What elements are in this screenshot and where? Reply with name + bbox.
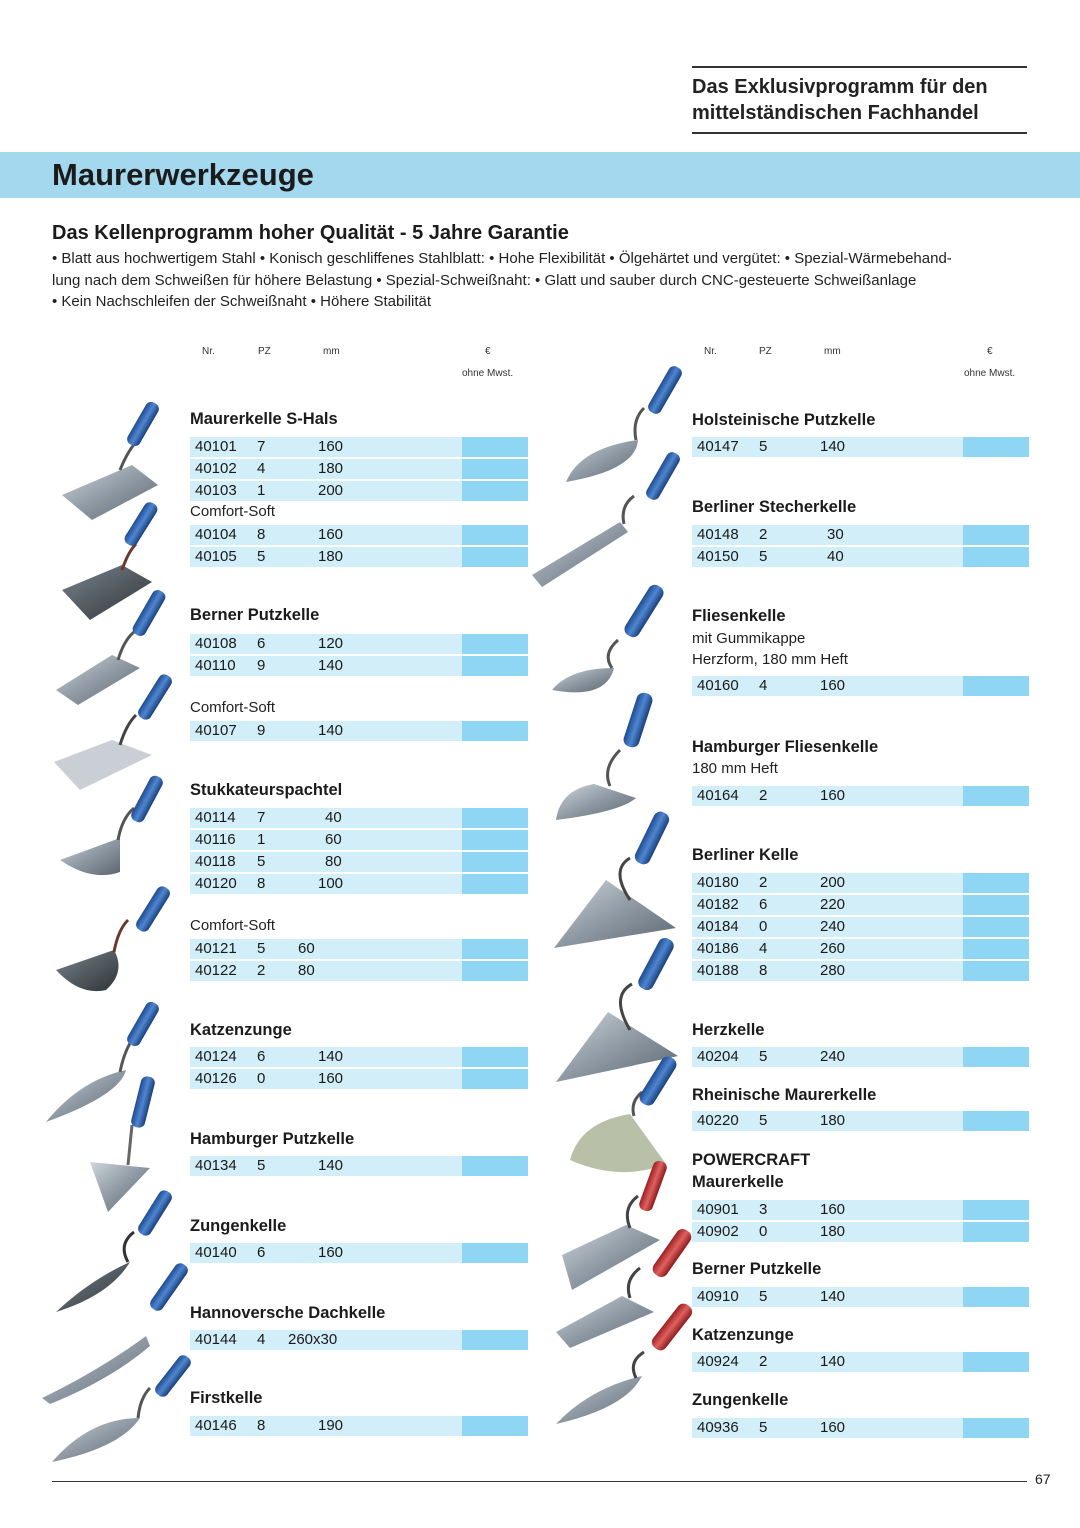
product-title: Katzenzunge bbox=[692, 1326, 794, 1344]
article-number: 40118 bbox=[195, 853, 236, 870]
packing-unit: 3 bbox=[759, 1201, 768, 1218]
size-mm: 180 bbox=[318, 460, 344, 477]
article-number: 40110 bbox=[195, 657, 236, 674]
size-mm: 80 bbox=[325, 853, 342, 870]
packing-unit: 4 bbox=[257, 1331, 266, 1348]
article-number: 40924 bbox=[697, 1353, 739, 1370]
packing-unit: 2 bbox=[759, 874, 768, 891]
size-mm: 240 bbox=[820, 1048, 846, 1065]
size-mm: 60 bbox=[325, 831, 342, 848]
size-mm: 60 bbox=[298, 940, 315, 957]
article-number: 40101 bbox=[195, 438, 237, 455]
col-net-right: ohne Mwst. bbox=[964, 368, 1016, 379]
article-number: 40936 bbox=[697, 1419, 739, 1436]
article-number: 40204 bbox=[697, 1048, 739, 1065]
article-number: 40105 bbox=[195, 548, 237, 565]
article-number: 40102 bbox=[195, 460, 237, 477]
col-pz-left: PZ bbox=[258, 346, 271, 357]
product-title: Stukkateurspachtel bbox=[190, 781, 343, 799]
page-title: Maurerwerkzeuge bbox=[52, 157, 314, 192]
packing-unit: 2 bbox=[759, 787, 768, 804]
product-title: Berner Putzkelle bbox=[692, 1260, 822, 1278]
trowel-image bbox=[554, 809, 676, 948]
product-variant: Comfort-Soft bbox=[190, 699, 276, 716]
packing-unit: 1 bbox=[257, 831, 266, 848]
trowel-image bbox=[556, 936, 678, 1082]
article-number: 40150 bbox=[697, 548, 739, 565]
packing-unit: 8 bbox=[759, 962, 768, 979]
product-title: Rheinische Maurerkelle bbox=[692, 1086, 877, 1104]
article-number: 40140 bbox=[195, 1244, 237, 1261]
packing-unit: 0 bbox=[257, 1070, 266, 1087]
footer-rule bbox=[52, 1481, 1027, 1482]
product-title: Berliner Kelle bbox=[692, 846, 799, 864]
packing-unit: 6 bbox=[257, 1048, 266, 1065]
size-mm: 180 bbox=[820, 1112, 846, 1129]
packing-unit: 8 bbox=[257, 875, 266, 892]
product-title: Katzenzunge bbox=[190, 1021, 292, 1039]
packing-unit: 5 bbox=[759, 1419, 768, 1436]
product-title: Maurerkelle bbox=[692, 1173, 784, 1191]
product-title: Hannoversche Dachkelle bbox=[190, 1304, 386, 1322]
intro-line-3: • Kein Nachschleifen der Schweißnaht • Höhere Stabilität bbox=[52, 293, 432, 310]
packing-unit: 0 bbox=[759, 1223, 768, 1240]
product-note: 180 mm Heft bbox=[692, 760, 778, 777]
col-pz-right: PZ bbox=[759, 346, 772, 357]
size-mm: 30 bbox=[827, 526, 844, 543]
product-variant: Comfort-Soft bbox=[190, 503, 276, 520]
article-number: 40902 bbox=[697, 1223, 739, 1240]
packing-unit: 5 bbox=[257, 940, 266, 957]
article-number: 40146 bbox=[195, 1417, 237, 1434]
size-mm: 160 bbox=[820, 1201, 846, 1218]
product-title: Zungenkelle bbox=[692, 1391, 789, 1409]
packing-unit: 7 bbox=[257, 809, 266, 826]
article-number: 40103 bbox=[195, 482, 237, 499]
col-nr-right: Nr. bbox=[704, 346, 717, 357]
article-number: 40116 bbox=[195, 831, 236, 848]
product-variant: Comfort-Soft bbox=[190, 917, 276, 934]
article-number: 40122 bbox=[195, 962, 237, 979]
packing-unit: 5 bbox=[759, 1288, 768, 1305]
size-mm: 40 bbox=[325, 809, 342, 826]
article-number: 40107 bbox=[195, 722, 237, 739]
packing-unit: 9 bbox=[257, 657, 266, 674]
article-number: 40144 bbox=[195, 1331, 237, 1348]
article-number: 40910 bbox=[697, 1288, 739, 1305]
brand-line-1: Das Exklusivprogramm für den bbox=[692, 76, 988, 98]
article-number: 40124 bbox=[195, 1048, 237, 1065]
col-net-left: ohne Mwst. bbox=[462, 368, 514, 379]
col-euro-right: € bbox=[987, 346, 993, 357]
size-mm: 160 bbox=[820, 677, 846, 694]
packing-unit: 0 bbox=[759, 918, 768, 935]
product-title: Maurerkelle S-Hals bbox=[190, 410, 338, 428]
size-mm: 160 bbox=[820, 1419, 846, 1436]
article-number: 40188 bbox=[697, 962, 739, 979]
packing-unit: 2 bbox=[759, 526, 768, 543]
packing-unit: 5 bbox=[759, 1112, 768, 1129]
article-number: 40184 bbox=[697, 918, 739, 935]
product-title: Holsteinische Putzkelle bbox=[692, 411, 876, 429]
size-mm: 180 bbox=[318, 548, 344, 565]
size-mm: 140 bbox=[318, 657, 344, 674]
product-title: Firstkelle bbox=[190, 1389, 263, 1407]
product-title: Fliesenkelle bbox=[692, 607, 786, 625]
intro-line-2: lung nach dem Schweißen für höhere Belastung • Spezial-Schweißnaht: • Glatt und sauber durch CNC-gesteuerte Schweißanlage bbox=[52, 271, 917, 289]
article-number: 40180 bbox=[697, 874, 739, 891]
packing-unit: 9 bbox=[257, 722, 266, 739]
article-number: 40114 bbox=[195, 809, 236, 826]
packing-unit: 1 bbox=[257, 482, 266, 499]
size-mm: 280 bbox=[820, 962, 846, 979]
size-mm: 200 bbox=[820, 874, 846, 891]
intro-line-1: • Blatt aus hochwertigem Stahl • Konisch geschliffenes Stahlblatt: • Hohe Flexibilität • Ölgehärtet und vergütet: • Spezial-Wärmebehand- bbox=[52, 250, 952, 267]
article-number: 40126 bbox=[195, 1070, 237, 1087]
article-number: 40147 bbox=[697, 438, 739, 455]
product-note: mit Gummikappe bbox=[692, 630, 806, 647]
article-number: 40134 bbox=[195, 1157, 237, 1174]
product-title: Hamburger Fliesenkelle bbox=[692, 738, 879, 756]
product-title: Berner Putzkelle bbox=[190, 606, 320, 624]
product-title: Herzkelle bbox=[692, 1021, 765, 1039]
size-mm: 160 bbox=[820, 787, 846, 804]
size-mm: 190 bbox=[318, 1417, 344, 1434]
trowel-image bbox=[556, 691, 654, 820]
product-title: Berliner Stecherkelle bbox=[692, 498, 857, 516]
size-mm: 260x30 bbox=[288, 1331, 338, 1348]
packing-unit: 5 bbox=[759, 548, 768, 565]
packing-unit: 8 bbox=[257, 1417, 266, 1434]
packing-unit: 6 bbox=[759, 896, 768, 913]
size-mm: 180 bbox=[820, 1223, 846, 1240]
article-number: 40164 bbox=[697, 787, 739, 804]
packing-unit: 5 bbox=[759, 1048, 768, 1065]
article-number: 40901 bbox=[697, 1201, 739, 1218]
article-number: 40160 bbox=[697, 677, 739, 694]
size-mm: 200 bbox=[318, 482, 344, 499]
packing-unit: 7 bbox=[257, 438, 266, 455]
packing-unit: 6 bbox=[257, 1244, 266, 1261]
size-mm: 160 bbox=[318, 1244, 344, 1261]
product-title: Hamburger Putzkelle bbox=[190, 1130, 355, 1148]
packing-unit: 5 bbox=[257, 853, 266, 870]
article-number: 40108 bbox=[195, 635, 237, 652]
size-mm: 140 bbox=[318, 1157, 344, 1174]
size-mm: 120 bbox=[318, 635, 344, 652]
packing-unit: 2 bbox=[257, 962, 266, 979]
trowel-image bbox=[562, 1159, 668, 1290]
size-mm: 140 bbox=[318, 1048, 344, 1065]
article-number: 40182 bbox=[697, 896, 739, 913]
packing-unit: 4 bbox=[257, 460, 266, 477]
article-number: 40148 bbox=[697, 526, 739, 543]
size-mm: 140 bbox=[318, 722, 344, 739]
article-number: 40120 bbox=[195, 875, 237, 892]
article-number: 40104 bbox=[195, 526, 237, 543]
packing-unit: 8 bbox=[257, 526, 266, 543]
col-mm-right: mm bbox=[824, 346, 841, 357]
trowel-image bbox=[552, 582, 666, 692]
packing-unit: 5 bbox=[759, 438, 768, 455]
size-mm: 160 bbox=[318, 1070, 344, 1087]
col-mm-left: mm bbox=[323, 346, 340, 357]
trowel-image bbox=[52, 1353, 193, 1462]
size-mm: 140 bbox=[820, 438, 846, 455]
size-mm: 220 bbox=[820, 896, 846, 913]
brand-line-2: mittelständischen Fachhandel bbox=[692, 102, 979, 124]
trowel-image bbox=[62, 500, 160, 620]
packing-unit: 2 bbox=[759, 1353, 768, 1370]
packing-unit: 5 bbox=[257, 1157, 266, 1174]
article-number: 40220 bbox=[697, 1112, 739, 1129]
trowel-image bbox=[62, 400, 161, 520]
product-title: Zungenkelle bbox=[190, 1217, 287, 1235]
packing-unit: 6 bbox=[257, 635, 266, 652]
size-mm: 40 bbox=[827, 548, 844, 565]
col-euro-left: € bbox=[485, 346, 491, 357]
brand-powercraft: POWERCRAFT bbox=[692, 1151, 811, 1169]
page-number: 67 bbox=[1035, 1471, 1051, 1487]
packing-unit: 4 bbox=[759, 677, 768, 694]
size-mm: 80 bbox=[298, 962, 315, 979]
size-mm: 140 bbox=[820, 1288, 846, 1305]
size-mm: 160 bbox=[318, 526, 344, 543]
size-mm: 160 bbox=[318, 438, 344, 455]
section-subtitle: Das Kellenprogramm hoher Qualität - 5 Jahre Garantie bbox=[52, 222, 569, 244]
trowel-image bbox=[60, 774, 165, 875]
trowel-image bbox=[56, 884, 172, 991]
article-number: 40186 bbox=[697, 940, 739, 957]
size-mm: 100 bbox=[318, 875, 344, 892]
size-mm: 260 bbox=[820, 940, 846, 957]
packing-unit: 4 bbox=[759, 940, 768, 957]
size-mm: 240 bbox=[820, 918, 846, 935]
article-number: 40121 bbox=[195, 940, 237, 957]
product-note: Herzform, 180 mm Heft bbox=[692, 651, 848, 668]
size-mm: 140 bbox=[820, 1353, 846, 1370]
packing-unit: 5 bbox=[257, 548, 266, 565]
col-nr-left: Nr. bbox=[202, 346, 215, 357]
